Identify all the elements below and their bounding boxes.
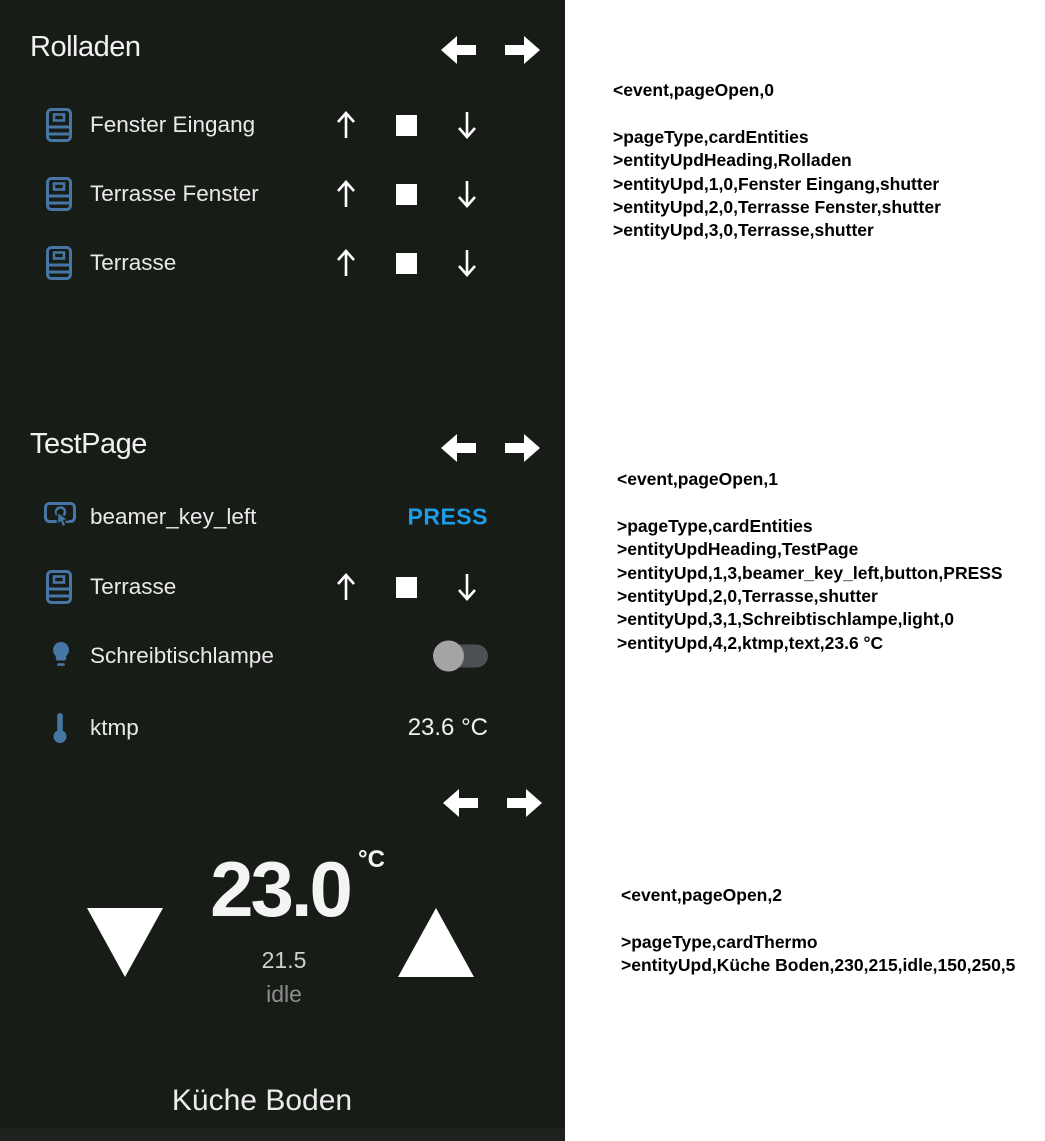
shutter-up-button[interactable] [331,177,361,211]
next-page-button[interactable] [505,35,541,65]
shutter-stop-button[interactable] [392,573,420,601]
setpoint-temperature: 21.5 [261,947,307,973]
shutter-up-button[interactable] [331,570,361,604]
arrow-down-icon [455,571,479,603]
stop-icon [396,115,417,136]
page-title: Rolladen [30,31,141,63]
arrow-right-icon [505,433,541,463]
shutter-stop-button[interactable] [392,111,420,139]
log-block-page2 [621,884,1015,978]
arrow-up-icon [334,109,358,141]
arrow-left-icon [442,788,478,818]
log-line: >entityUpdHeading,TestPage [617,539,859,560]
shutter-up-button[interactable] [331,108,361,142]
arrow-right-icon [507,788,543,818]
log-block-page0 [613,79,941,243]
prev-page-button[interactable] [440,35,476,65]
entity-row [0,624,565,688]
log-line [613,102,941,125]
shutter-down-button[interactable] [452,177,482,211]
entity-label: Fenster Eingang [90,112,256,137]
sensor-value: 23.6 °C [407,714,488,741]
arrow-down-icon [455,109,479,141]
shutter-stop-button[interactable] [392,180,420,208]
page-title: TestPage [30,428,147,460]
shutter-down-button[interactable] [452,108,482,142]
entity-row [0,231,565,295]
shutter-down-button[interactable] [452,570,482,604]
entity-row [0,555,565,619]
log-line: >entityUpd,1,3,beamer_key_left,button,PRESS [617,562,1003,583]
log-line: <event,pageOpen,1 [617,469,778,489]
entity-label: Terrasse [90,574,177,599]
stop-icon [396,577,417,598]
shutter-down-button[interactable] [452,246,482,280]
stop-icon [396,184,417,205]
shutter-up-button[interactable] [331,246,361,280]
window-shutter-icon [46,246,72,280]
log-line: >entityUpd,4,2,ktmp,text,23.6 °C [617,632,884,653]
entity-label: Terrasse [90,250,177,275]
press-button[interactable]: PRESS [407,503,488,530]
log-line: >pageType,cardThermo [621,931,818,952]
temperature-unit: °C [358,846,385,873]
gesture-tap-button-icon [44,499,76,535]
log-block-page1 [617,468,1003,655]
log-line: >entityUpd,3,0,Terrasse,shutter [613,220,874,241]
panel-bottom-strip [0,1128,565,1141]
hvac-state: idle [266,981,302,1007]
arrow-down-icon [455,178,479,210]
log-line: >entityUpd,3,1,Schreibtischlampe,light,0 [617,609,954,630]
log-line [617,491,1003,514]
log-line: <event,pageOpen,2 [621,885,782,905]
log-line: >entityUpd,2,0,Terrasse,shutter [617,586,878,607]
window-shutter-icon [46,570,72,604]
log-line: >entityUpd,2,0,Terrasse Fenster,shutter [613,197,941,218]
entity-label: Schreibtischlampe [90,643,274,668]
log-line: >entityUpd,1,0,Fenster Eingang,shutter [613,173,940,194]
next-page-button[interactable] [507,788,543,818]
arrow-left-icon [440,433,476,463]
log-line: >pageType,cardEntities [613,126,809,147]
entity-label: Terrasse Fenster [90,181,259,206]
lightbulb-icon [50,641,72,671]
arrow-up-icon [334,247,358,279]
arrow-up-icon [334,178,358,210]
window-shutter-icon [46,108,72,142]
light-toggle[interactable] [433,641,488,672]
arrow-right-icon [505,35,541,65]
entity-row [0,93,565,157]
window-shutter-icon [46,177,72,211]
log-line: >entityUpdHeading,Rolladen [613,150,852,171]
entity-row [0,696,565,760]
next-page-button[interactable] [505,433,541,463]
arrow-down-icon [455,247,479,279]
prev-page-button[interactable] [442,788,478,818]
thermostat-name: Küche Boden [171,1084,353,1117]
entity-row [0,162,565,226]
arrow-up-icon [334,571,358,603]
current-temperature: 23.0 [210,845,350,933]
arrow-left-icon [440,35,476,65]
thermometer-icon [52,712,68,744]
log-line: >entityUpd,Küche Boden,230,215,idle,150,250,5 [621,955,1016,976]
log-line [621,907,1015,930]
toggle-knob [433,641,464,672]
entity-label: beamer_key_left [90,504,257,529]
entity-label: ktmp [90,715,139,740]
log-line: <event,pageOpen,0 [613,80,774,100]
log-line: >pageType,cardEntities [617,515,813,536]
shutter-stop-button[interactable] [392,249,420,277]
stop-icon [396,253,417,274]
entity-row [0,485,565,549]
prev-page-button[interactable] [440,433,476,463]
